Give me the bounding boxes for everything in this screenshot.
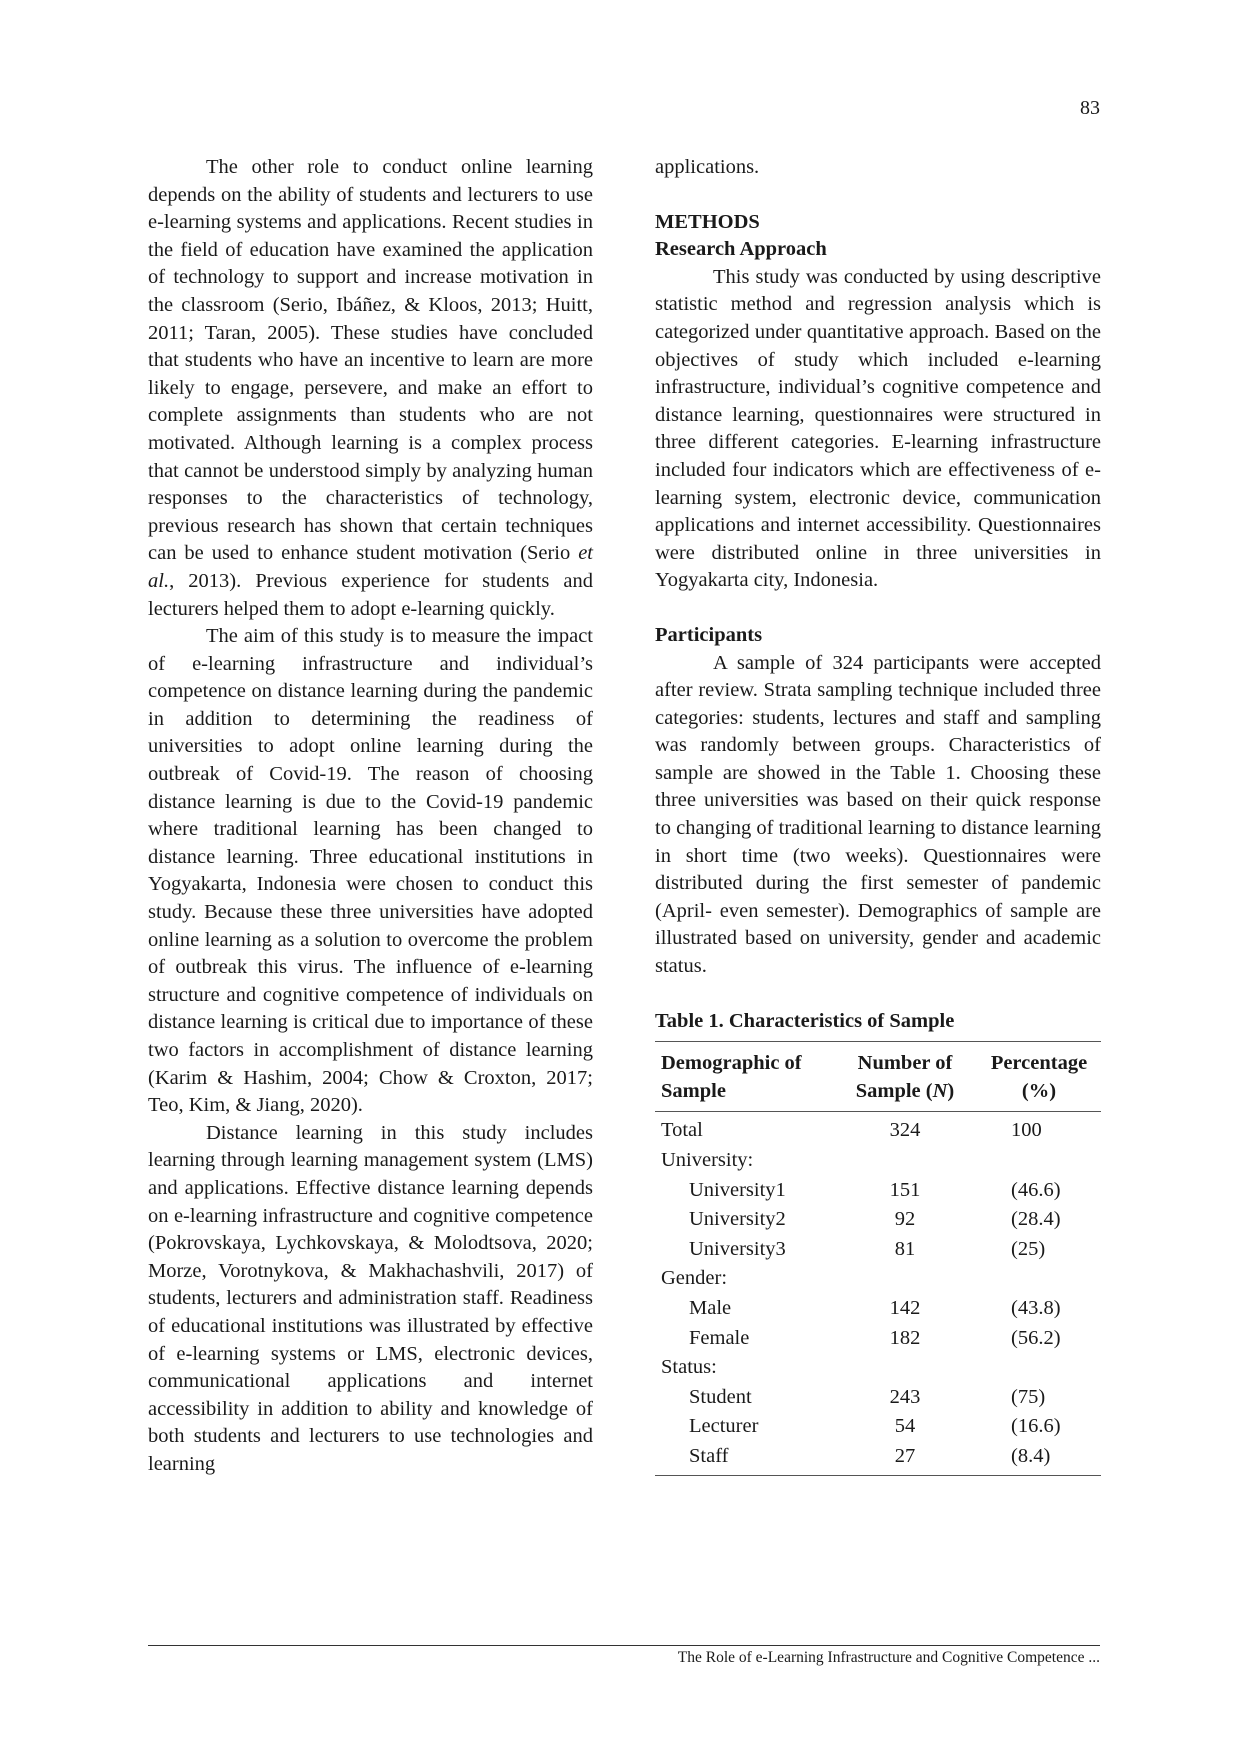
body-paragraph: A sample of 324 participants were accepted after review. Strata sampling technique included three categories: students, lectures and staff and sampling was randomly between groups. Characteristics of sample are showed in the Table 1. Choosing these three universities was based on their quick response to changing of traditional learning to distance learning in short time (two weeks). Questionnaires were distributed during the first semester of pandemic (April- even semester). Demographics of sample are illustrated based on university, gender and academic status. [655,651,1101,978]
row-percentage: (43.8) [1011,1296,1061,1319]
header-text: Demographic of [661,1052,802,1075]
header-text: (%) [1021,1079,1057,1102]
row-percentage: (75) [1011,1385,1046,1408]
row-count: 142 [889,1296,921,1319]
row-label: University3 [689,1237,786,1260]
row-percentage: (8.4) [977,1442,1101,1475]
body-paragraph: The other role to conduct online learning depends on the ability of students and lecturers to use e-learning systems and applications. Recent studies in the field of education have examined the application of technology to support and increase motivation in the classroom (Serio, Ibáñez, & Kloos, 2013; Huitt, 2011; Taran, 2005). These studies have concluded that students who have an incentive to learn are more likely to engage, persevere, and make an effort to complete assignments than students who are not motivated. Although learning is a complex process that cannot be understood simply by analyzing human responses to the characteristics of technology, previous research has shown that certain techniques can be used to enhance student motivation (Serio et al., 2013). Previous experience for students and lecturers helped them to adopt e-learning quickly. [148,156,593,620]
row-count: 151 [889,1178,921,1201]
row-label: Female [689,1326,750,1349]
row-label: Lecturer [689,1415,759,1438]
row-label: Total [661,1119,703,1142]
subsection-heading: Research Approach [655,238,827,261]
row-percentage: (46.6) [1011,1178,1061,1201]
table-row [655,1176,1101,1206]
row-percentage [977,1264,1101,1294]
table-header [977,1042,1101,1112]
italic-text: et al. [148,542,593,592]
row-percentage: (56.2) [1011,1326,1061,1349]
row-percentage: (28.4) [1011,1208,1061,1231]
footer-rule [148,1645,1100,1646]
row-count: 27 [833,1442,977,1475]
sample-table [655,1041,1101,1475]
row-label: Staff [655,1442,833,1475]
section-heading: METHODS [655,210,760,233]
header-text: Number of [857,1052,953,1075]
header-text: Sample ( [855,1079,933,1102]
table-row [655,1235,1101,1265]
table-row [655,1383,1101,1413]
table-caption: Table 1. Characteristics of Sample [655,1009,955,1032]
row-count: 54 [894,1415,916,1438]
table-row [655,1205,1101,1235]
row-label: University: [661,1149,754,1171]
body-paragraph: This study was conducted by using descriptive statistic method and regression analysis which is categorized under quantitative approach. Based on the objectives of study which included e-learning infrastructure, individual’s cognitive competence and distance learning, questionnaires were structured in three different categories. E-learning infrastructure included four indicators which are effectiveness of e-learning system, electronic device, communication applications and internet accessibility. Questionnaires were distributed online in three universities in Yogyakarta city, Indonesia. [655,265,1101,592]
row-count [833,1353,977,1383]
row-percentage [977,1146,1101,1176]
row-count [833,1264,977,1294]
header-text: ) [947,1079,955,1102]
table-row [655,1294,1101,1324]
table-row [655,1112,1101,1146]
row-label: University2 [689,1208,786,1231]
continuation-text: applications. [655,156,760,178]
table-row [655,1146,1101,1176]
body-paragraph: The aim of this study is to measure the impact of e-learning infrastructure and individual’s competence on distance learning during the pandemic in addition to determining the readiness of universities to adopt online learning during the outbreak of Covid-19. The reason of choosing distance learning is due to the Covid-19 pandemic where traditional learning has been changed to distance learning. Three educational institutions in Yogyakarta, Indonesia were chosen to conduct this study. Because these three universities have adopted online learning as a solution to overcome the problem of outbreak this virus. The influence of e-learning structure and cognitive competence of individuals on distance learning is critical due to importance of these two factors in accomplishment of distance learning (Karim & Hashim, 2004; Chow & Croxton, 2017; Teo, Kim, & Jiang, 2020). [148,625,593,1117]
row-count: 81 [894,1237,916,1260]
row-count: 324 [889,1119,921,1142]
header-text: Percentage [990,1052,1088,1075]
header-text: N [932,1079,948,1102]
table-header-row [655,1042,1101,1112]
row-label: Gender: [661,1267,728,1290]
row-count: 182 [889,1326,921,1349]
row-count: 243 [889,1385,921,1408]
row-percentage: (25) [1011,1237,1046,1260]
table-row [655,1353,1101,1383]
table-header [833,1042,977,1112]
row-label: Student [689,1385,752,1408]
right-column [655,154,1101,1476]
table-row [655,1324,1101,1354]
left-column [148,154,593,1479]
row-count [833,1146,977,1176]
row-percentage [977,1353,1101,1383]
table-body [655,1112,1101,1475]
row-percentage: (16.6) [1011,1415,1061,1438]
header-text: Sample [661,1079,726,1102]
table-row [655,1412,1101,1442]
row-percentage: 100 [1011,1119,1042,1142]
running-title: The Role of e-Learning Infrastructure and Cognitive Competence ... [677,1649,1100,1666]
subsection-heading: Participants [655,623,763,646]
table-row [655,1264,1101,1294]
row-count: 92 [894,1208,916,1231]
page-number: 83 [1080,97,1100,119]
table-row [655,1442,1101,1475]
table-header [655,1042,833,1112]
body-paragraph: Distance learning in this study includes learning through learning management system (LMS) and applications. Effective distance learning depends on e-learning infrastructure and cognitive competence (Pokrovskaya, Lychkovskaya, & Molodtsova, 2020; Morze, Vorotnykova, & Makhachashvili, 2017) of students, lecturers and administration staff. Readiness of educational institutions was illustrated by effective of e-learning systems or LMS, electronic devices, communicational applications and internet accessibility in addition to ability and knowledge of both students and lecturers to use technologies and learning [148,1121,593,1475]
row-label: Status: [661,1356,717,1379]
row-label: Male [689,1296,732,1319]
row-label: University1 [689,1178,786,1201]
